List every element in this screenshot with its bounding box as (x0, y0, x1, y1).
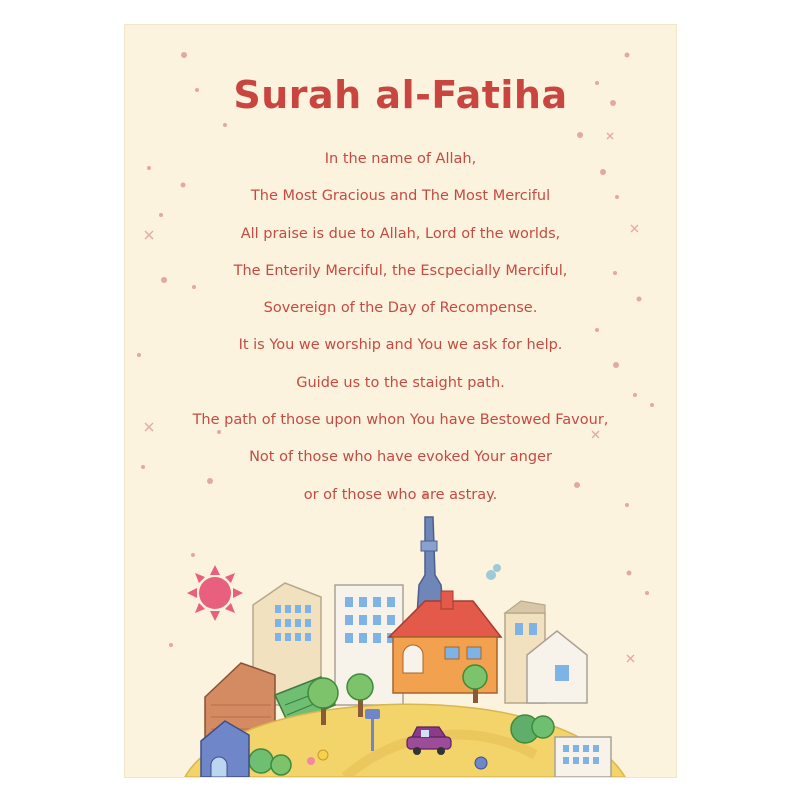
verse-line: Not of those who have evoked Your anger (249, 449, 552, 466)
verse-line: The Most Gracious and The Most Merciful (250, 188, 551, 205)
verse-line: In the name of Allah, (324, 151, 477, 167)
verse-line: All praise is due to Allah, Lord of the worlds, (240, 225, 561, 242)
sun-icon (187, 565, 243, 621)
verse-line: Guide us to the staight path. (296, 374, 505, 391)
verse-line: It is You we worship and You we ask for help. (238, 337, 563, 354)
city-illustration (125, 505, 676, 777)
poster (125, 25, 676, 777)
page-title: Surah al-Fatiha (233, 73, 568, 117)
verse-line: Sovereign of the Day of Recompense. (263, 300, 538, 317)
tree-icon (463, 665, 487, 703)
verse-line: The Enterily Merciful, the Escpecially Merciful, (233, 262, 568, 279)
verse-line: The path of those upon whon You have Bestowed Favour, (192, 412, 609, 429)
verse-line: or of those who are astray. (303, 486, 498, 503)
building-icon (505, 601, 587, 703)
verse-list (125, 141, 676, 514)
building-icon (555, 737, 611, 777)
